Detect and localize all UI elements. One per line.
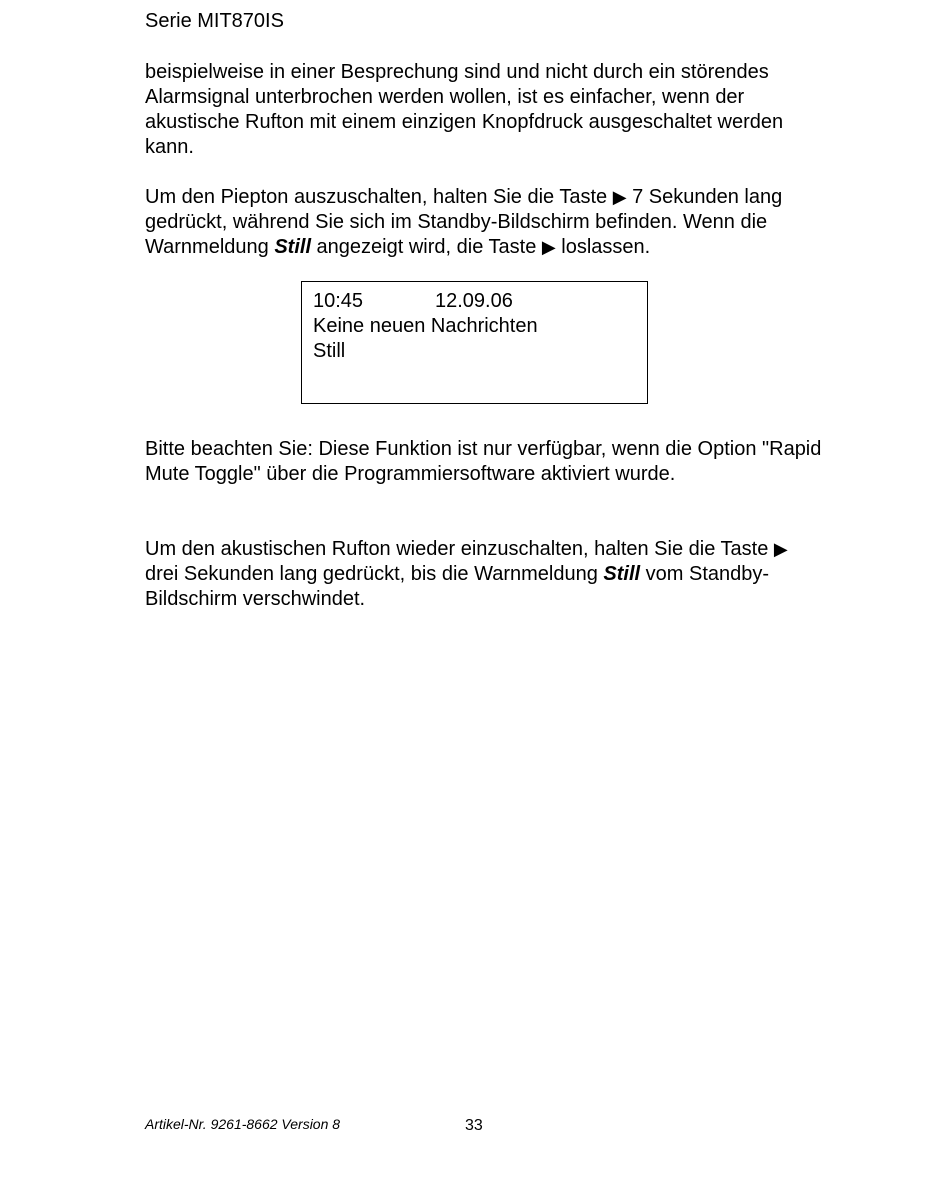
text-segment: angezeigt wird, die Taste <box>311 236 542 258</box>
display-line-messages: Keine neuen Nachrichten <box>313 315 538 337</box>
right-arrow-key-icon: ▶ <box>773 539 788 559</box>
text-segment: loslassen. <box>555 236 651 258</box>
display-line-status: Still <box>313 340 346 362</box>
right-arrow-key-icon: ▶ <box>612 187 627 207</box>
paragraph-unmute-instructions <box>145 537 825 612</box>
text-segment: Um den akustischen Rufton wieder einzuschalten, halten Sie die Taste <box>145 538 774 560</box>
text-segment: 7 Sekunden lang gedrückt, während Sie sich im Standby-Bildschirm befinden. Wenn die Warnmeldung <box>145 186 783 258</box>
text-segment: drei Sekunden lang gedrückt, bis die Warnmeldung <box>145 563 604 585</box>
footer-article-number: Artikel-Nr. 9261-8662 Version 8 <box>145 1116 341 1132</box>
still-emphasis: Still <box>603 563 641 585</box>
paragraph-mute-instructions <box>145 185 825 260</box>
paragraph-intro: beispielweise in einer Besprechung sind und nicht durch ein störendes Alarmsignal unterbrochen werden wollen, ist es einfacher, wenn der akustische Rufton mit einem einzigen Knopfdruck ausgeschaltet werden kann. <box>145 61 784 158</box>
text-segment: vom Standby-Bildschirm verschwindet. <box>145 563 770 610</box>
standby-display-screen <box>301 281 648 404</box>
still-emphasis: Still <box>274 236 311 258</box>
display-date: 12.09.06 <box>435 290 513 312</box>
display-line-datetime <box>313 289 647 314</box>
paragraph-note: Bitte beachten Sie: Diese Funktion ist nur verfügbar, wenn die Option "Rapid Mute Toggle" über die Programmiersoftware aktiviert wurde. <box>145 438 822 485</box>
page-header: Serie MIT870IS <box>145 10 284 32</box>
right-arrow-key-icon: ▶ <box>541 237 556 257</box>
page-number: 33 <box>465 1117 483 1134</box>
display-time: 10:45 <box>313 290 364 312</box>
text-segment: Um den Piepton auszuschalten, halten Sie die Taste <box>145 186 613 208</box>
